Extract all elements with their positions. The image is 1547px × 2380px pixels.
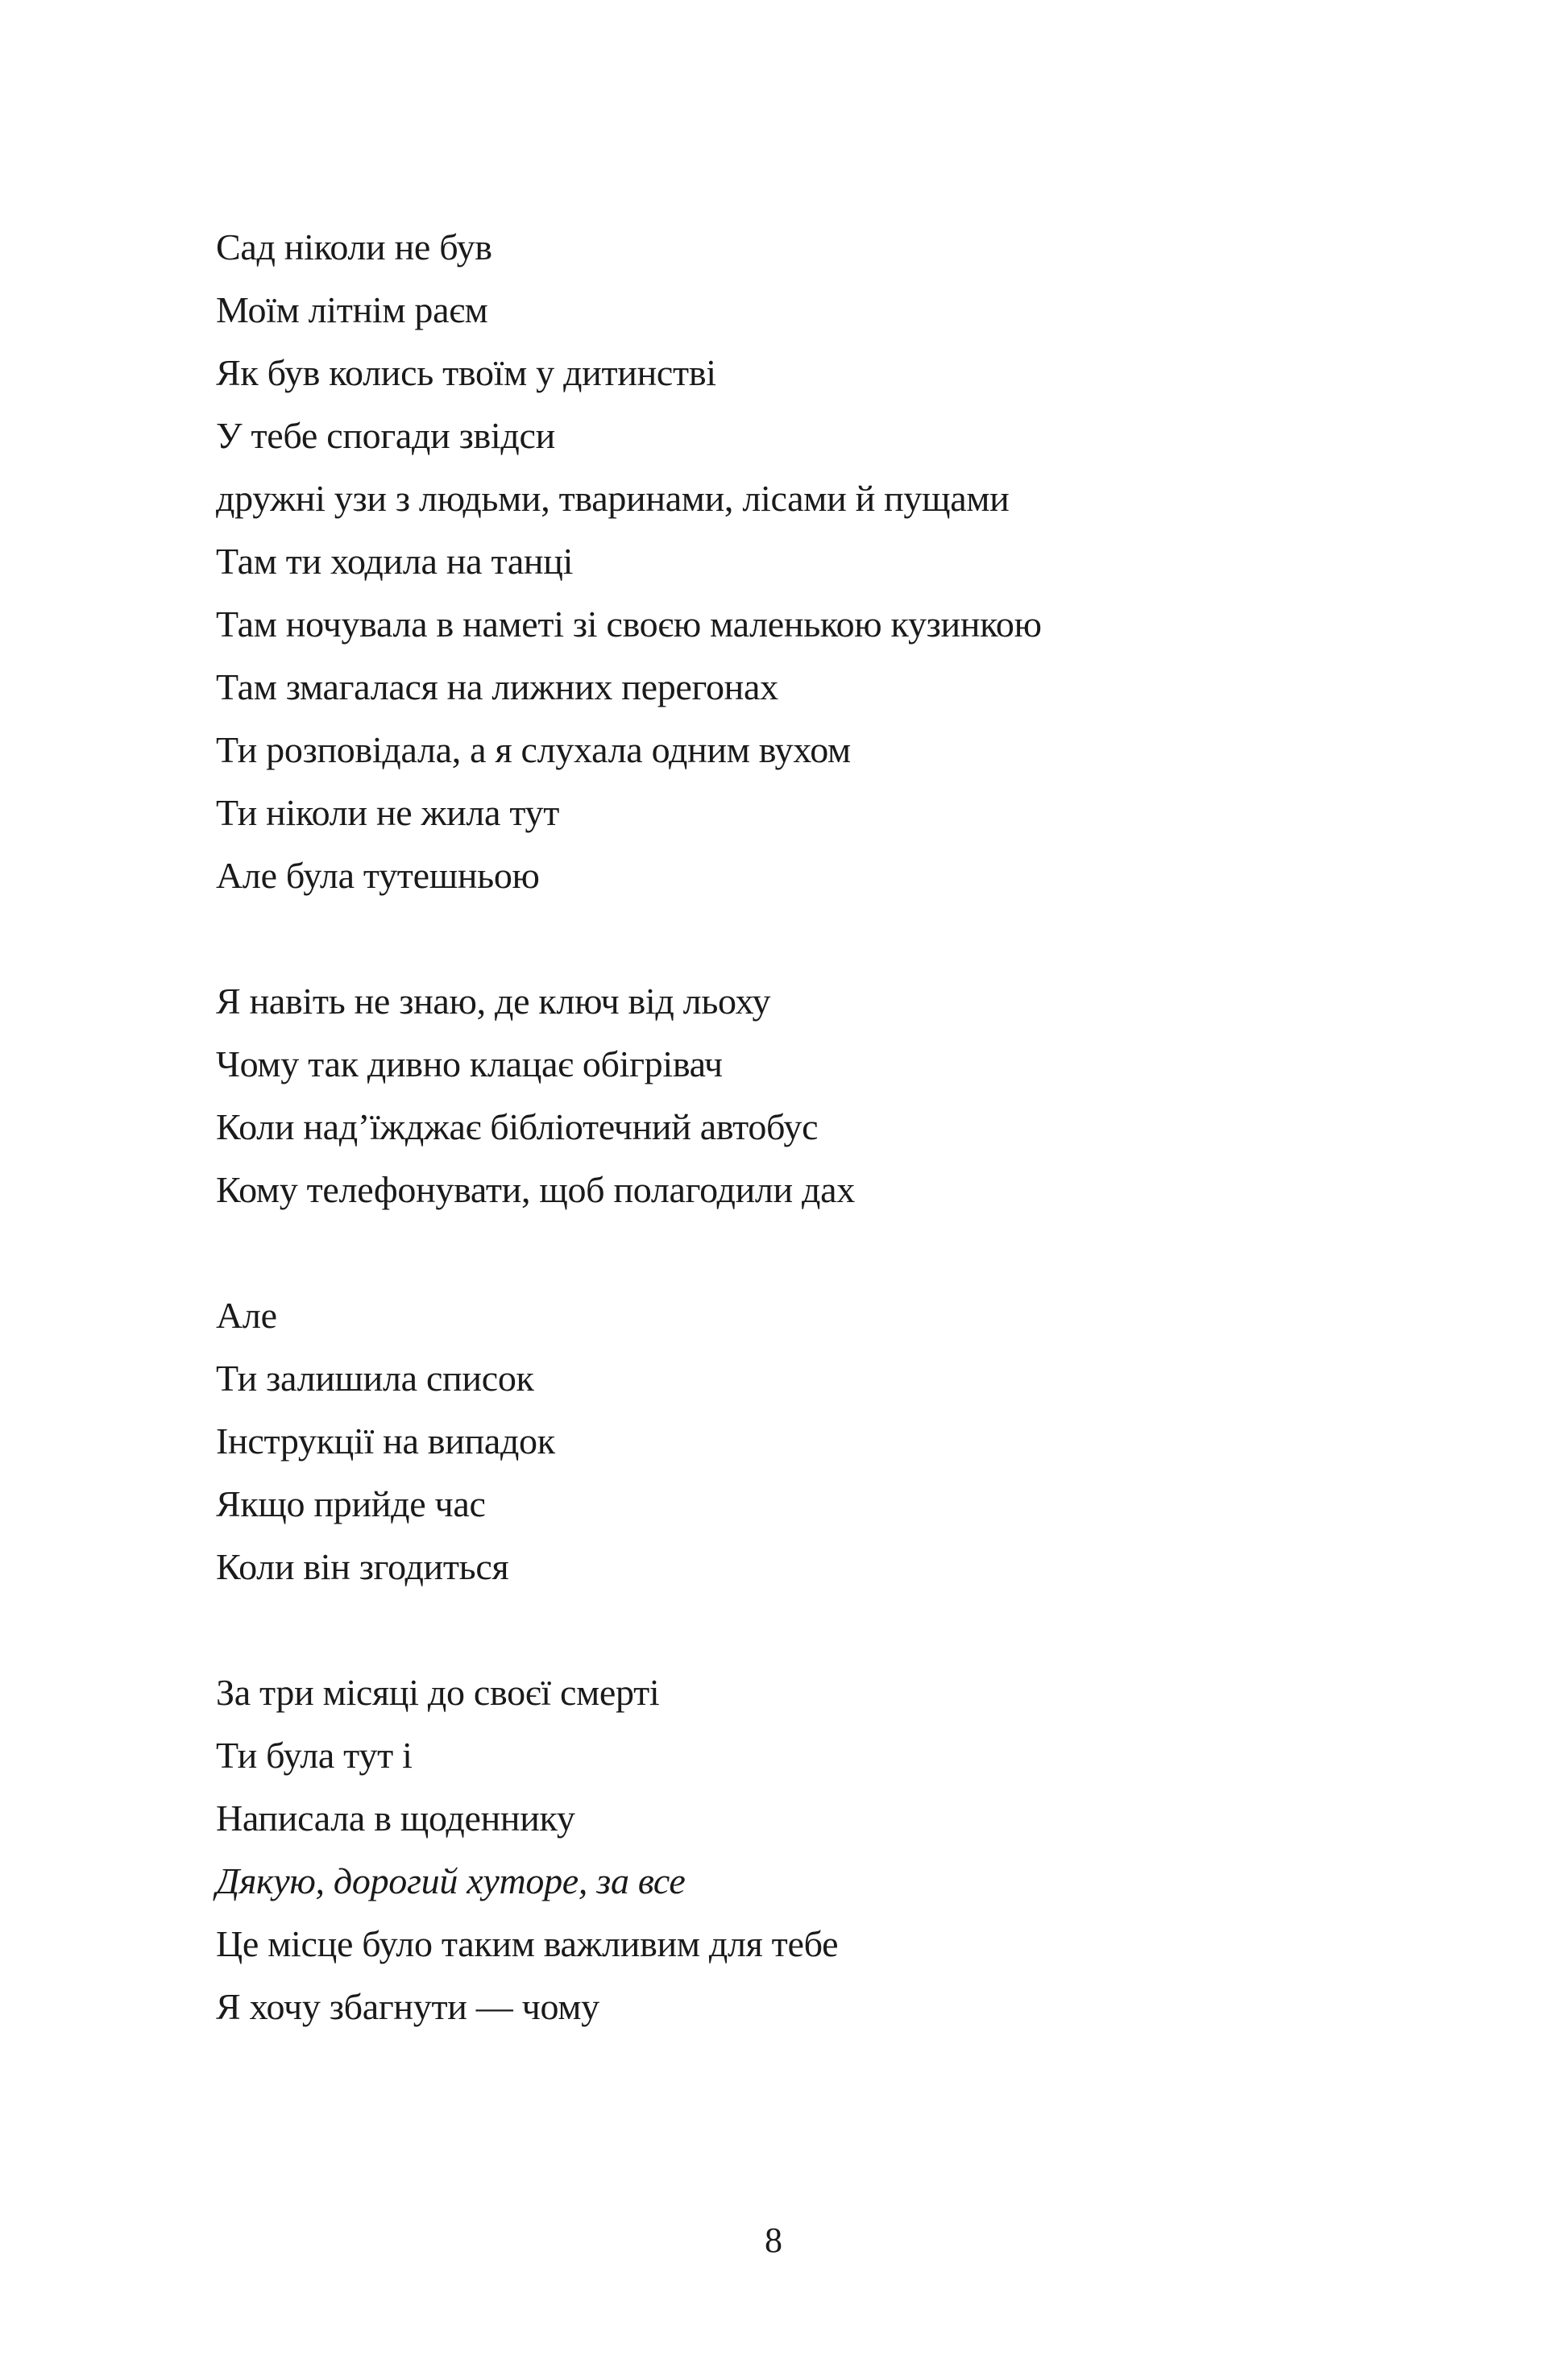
poem-line: Ти була тут і [216,1735,413,1776]
poem-line: Але [216,1295,277,1336]
poem-line: Якщо прийде час [216,1483,486,1524]
poem-line: За три місяці до своєї смерті [216,1672,660,1713]
poem-line-italic-quote: Дякую, дорогий хуторе, за все [216,1860,686,1901]
poem-line: Коли він згодиться [216,1546,509,1587]
stanza-3 [216,1284,1344,1598]
poem-line: Ти залишила список [216,1358,534,1399]
poem-line: Там змагалася на лижних перегонах [216,666,778,707]
poem-line: Там ти ходила на танці [216,541,574,582]
poem-line: Коли над’їжджає бібліотечний автобус [216,1106,819,1147]
stanza-1 [216,216,1344,907]
poem-line: У тебе спогади звідси [216,415,555,456]
poem-line: Ти ніколи не жила тут [216,792,560,833]
poem-line: Там ночувала в наметі зі своєю маленькою кузинкою [216,603,1042,645]
poem-line: Написала в щоденнику [216,1797,575,1839]
poem [216,216,1344,2101]
poem-line: Кому телефонувати, щоб полагодили дах [216,1169,855,1210]
stanza-4 [216,1661,1344,2038]
poem-line: Це місце було таким важливим для тебе [216,1923,839,1964]
page-number: 8 [765,2220,782,2260]
poem-line: Я навіть не знаю, де ключ від льоху [216,981,771,1022]
poem-line: Чому так дивно клацає обігрівач [216,1043,723,1084]
stanza-2 [216,970,1344,1221]
poem-line: Ти розповідала, а я слухала одним вухом [216,729,851,770]
poem-line: Сад ніколи не був [216,226,492,267]
poem-line: Інструкції на випадок [216,1420,555,1462]
poem-line: Моїм літнім раєм [216,289,488,330]
poem-line: Як був колись твоїм у дитинстві [216,352,716,393]
poem-line: дружні узи з людьми, тваринами, лісами й пущами [216,478,1010,519]
poem-line: Але була тутешньою [216,855,540,896]
poem-line: Я хочу збагнути — чому [216,1986,599,2027]
